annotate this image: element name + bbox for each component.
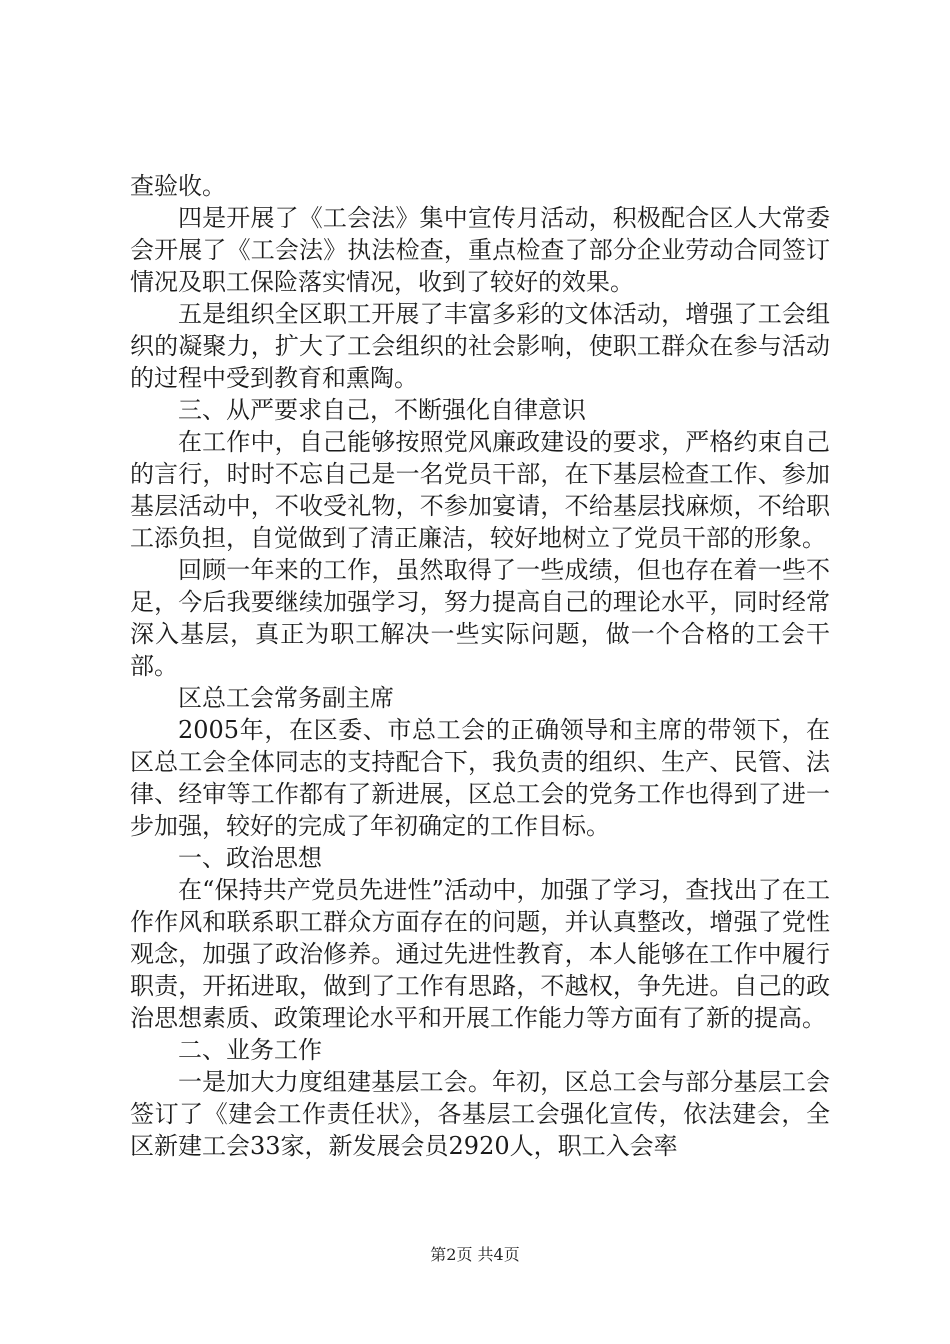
paragraph: 一是加大力度组建基层工会。年初，区总工会与部分基层工会签订了《建会工作责任状》，各基层工会强化宣传，依法建会，全区新建工会33家，新发展会员2920人，职工入会率 — [130, 1068, 830, 1160]
page-number-footer: 第2页 共4页 — [430, 1245, 520, 1264]
paragraph: 五是组织全区职工开展了丰富多彩的文体活动，增强了工会组织的凝聚力，扩大了工会组织的社会影响，使职工群众在参与活动的过程中受到教育和熏陶。 — [130, 300, 830, 392]
paragraph: 回顾一年来的工作，虽然取得了一些成绩，但也存在着一些不足，今后我要继续加强学习，努力提高自己的理论水平，同时经常深入基层，真正为职工解决一些实际问题，做一个合格的工会干部。 — [130, 556, 830, 680]
paragraph: 查验收。 — [130, 172, 226, 200]
paragraph: 在工作中，自己能够按照党风廉政建设的要求，严格约束自己的言行，时时不忘自己是一名党员干部，在下基层检查工作、参加基层活动中，不收受礼物，不参加宴请，不给基层找麻烦，不给职工添负担，自觉做到了清正廉洁，较好地树立了党员干部的形象。 — [130, 428, 830, 552]
section-heading: 二、业务工作 — [178, 1036, 322, 1064]
section-heading: 区总工会常务副主席 — [178, 684, 394, 712]
document-body — [130, 170, 830, 1162]
paragraph: 四是开展了《工会法》集中宣传月活动，积极配合区人大常委会开展了《工会法》执法检查，重点检查了部分企业劳动合同签订情况及职工保险落实情况，收到了较好的效果。 — [130, 204, 830, 296]
paragraph: 2005年，在区委、市总工会的正确领导和主席的带领下，在区总工会全体同志的支持配合下，我负责的组织、生产、民管、法律、经审等工作都有了新进展，区总工会的党务工作也得到了进一步加强，较好的完成了年初确定的工作目标。 — [130, 716, 830, 840]
section-heading: 一、政治思想 — [178, 844, 322, 872]
section-heading: 三、从严要求自己，不断强化自律意识 — [178, 396, 586, 424]
paragraph: 在“保持共产党员先进性”活动中，加强了学习，查找出了在工作作风和联系职工群众方面存在的问题，并认真整改，增强了党性观念，加强了政治修养。通过先进性教育，本人能够在工作中履行职责，开拓进取，做到了工作有思路，不越权，争先进。自己的政治思想素质、政策理论水平和开展工作能力等方面有了新的提高。 — [130, 876, 830, 1032]
